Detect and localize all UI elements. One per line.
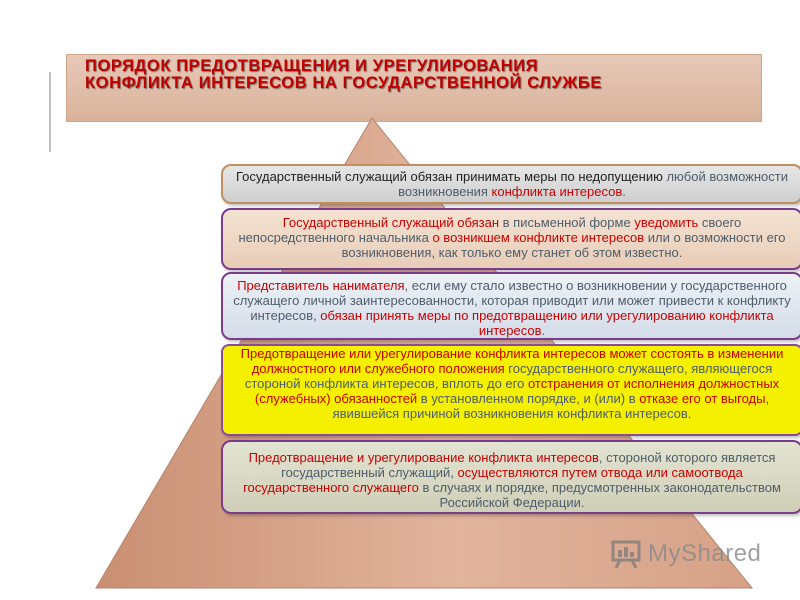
text-run: в письменной форме (499, 215, 635, 230)
logo-text: MyShared (648, 540, 762, 567)
text-run: уведомить (634, 215, 699, 230)
pyramid-level-3 (221, 272, 800, 340)
text-run: своего непосредственного начальника (238, 215, 742, 245)
level-5-text (229, 450, 795, 510)
watermark-logo (610, 538, 770, 570)
text-run: . (622, 184, 626, 199)
text-run: в случаях и порядке, предусмотренных законодательством Российской Федерации. (418, 480, 781, 510)
text-run: конфликта интересов (491, 184, 623, 199)
level-4-text (229, 346, 795, 421)
text-run: осуществляются путем отвода или самоотвода государственного служащего (243, 465, 743, 495)
title-line-2: КОНФЛИКТА ИНТЕРЕСОВ НА ГОСУДАРСТВЕННОЙ СЛУЖБЕ (85, 74, 602, 92)
title-line-1: ПОРЯДОК ПРЕДОТВРАЩЕНИЯ И УРЕГУЛИРОВАНИЯ (85, 57, 539, 75)
text-run: , если ему стало известно о возникновении у государственного служащего личной заинтересованности, которая приводит или может привести к конфликту интересов, (233, 278, 791, 323)
text-run: , явившейся причиной возникновения конфликта интересов. (332, 391, 770, 421)
text-run: любой возможности возникновения (398, 169, 788, 199)
pyramid-level-5 (221, 440, 800, 514)
text-run: Государственный служащий обязан (282, 215, 500, 230)
text-run: отстранения от исполнения должностных (служебных) обязанностей (254, 376, 780, 406)
presentation-board-icon (610, 538, 644, 570)
text-run: в установленном порядке, и (или) в (417, 391, 640, 406)
text-run: о возникшем конфликте интересов (432, 230, 645, 245)
text-run: Предотвращение и урегулирование конфликта интересов (248, 450, 599, 465)
level-1-text (227, 169, 797, 199)
pyramid-level-4 (221, 344, 800, 436)
text-run: обязан принять меры по предотвращению или урегулированию конфликта интересов (320, 308, 774, 338)
text-run: или о возможности его возникновения, как только ему станет об этом известно. (341, 230, 786, 260)
level-3-text (229, 278, 795, 338)
text-run: государственного служащего, являющегося стороной конфликта интересов, вплоть до его (244, 361, 773, 391)
text-run: отказе его от выгоды (639, 391, 766, 406)
text-run: Предотвращение или урегулирование конфликта интересов может состоять в изменении должностного или служебного положения (240, 346, 784, 376)
pyramid-level-2 (221, 208, 800, 270)
text-run: Государственный служащий обязан принимать меры по недопущению (236, 169, 667, 184)
level-2-text (229, 215, 795, 260)
text-run: . (541, 323, 546, 338)
text-run: , стороной которого является государственный служащий, (281, 450, 776, 480)
pyramid-level-1 (221, 164, 800, 204)
text-run: Представитель нанимателя (237, 278, 405, 293)
